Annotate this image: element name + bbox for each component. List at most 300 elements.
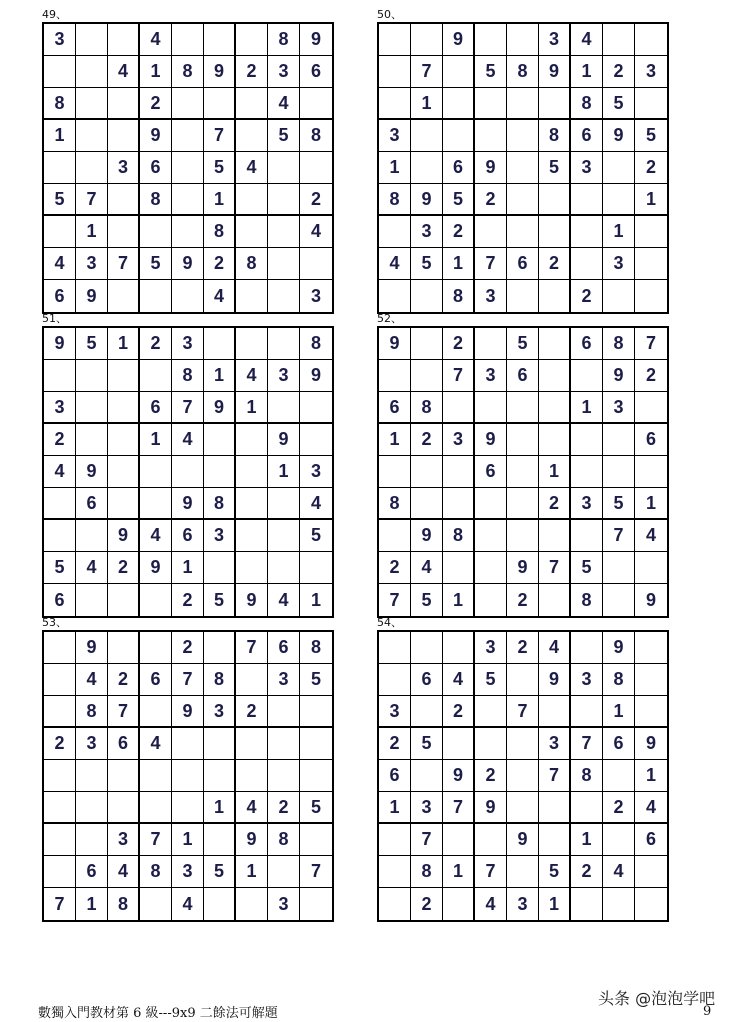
sudoku-cell (475, 24, 507, 56)
sudoku-grid (42, 22, 334, 314)
sudoku-cell: 9 (475, 152, 507, 184)
sudoku-cell (603, 760, 635, 792)
sudoku-cell: 3 (475, 632, 507, 664)
sudoku-cell (603, 280, 635, 312)
sudoku-cell: 5 (411, 584, 443, 616)
sudoku-cell (108, 456, 140, 488)
sudoku-cell: 3 (603, 392, 635, 424)
sudoku-cell (475, 392, 507, 424)
sudoku-cell (475, 728, 507, 760)
sudoku-cell: 2 (411, 424, 443, 456)
sudoku-cell: 3 (108, 152, 140, 184)
sudoku-cell (300, 888, 332, 920)
sudoku-cell (379, 520, 411, 552)
sudoku-cell: 1 (76, 216, 108, 248)
sudoku-cell: 6 (507, 248, 539, 280)
sudoku-cell (571, 184, 603, 216)
sudoku-cell: 2 (411, 888, 443, 920)
sudoku-cell (507, 488, 539, 520)
sudoku-cell: 5 (475, 664, 507, 696)
sudoku-cell (268, 280, 300, 312)
sudoku-grid (377, 326, 669, 618)
sudoku-cell (236, 488, 268, 520)
sudoku-cell (108, 184, 140, 216)
sudoku-cell: 9 (603, 120, 635, 152)
sudoku-cell: 9 (76, 632, 108, 664)
sudoku-cell: 3 (411, 792, 443, 824)
sudoku-cell (507, 728, 539, 760)
sudoku-cell: 2 (443, 696, 475, 728)
sudoku-cell: 6 (443, 152, 475, 184)
sudoku-cell: 5 (44, 552, 76, 584)
puzzle-50 (377, 8, 669, 314)
sudoku-cell: 9 (539, 664, 571, 696)
sudoku-cell (268, 696, 300, 728)
sudoku-cell: 3 (204, 696, 236, 728)
sudoku-cell (475, 520, 507, 552)
sudoku-cell: 1 (268, 456, 300, 488)
sudoku-cell (108, 392, 140, 424)
sudoku-cell (379, 216, 411, 248)
sudoku-cell: 9 (443, 24, 475, 56)
sudoku-cell (539, 216, 571, 248)
sudoku-cell (108, 792, 140, 824)
sudoku-cell: 1 (411, 88, 443, 120)
sudoku-cell (172, 728, 204, 760)
sudoku-cell (475, 88, 507, 120)
sudoku-cell (140, 888, 172, 920)
sudoku-cell: 4 (236, 152, 268, 184)
sudoku-cell (571, 456, 603, 488)
sudoku-cell (603, 584, 635, 616)
sudoku-cell: 4 (140, 520, 172, 552)
sudoku-cell: 6 (635, 824, 667, 856)
sudoku-cell (539, 696, 571, 728)
sudoku-cell (603, 184, 635, 216)
sudoku-cell (204, 456, 236, 488)
sudoku-cell (443, 56, 475, 88)
sudoku-cell: 7 (539, 760, 571, 792)
sudoku-cell (475, 216, 507, 248)
sudoku-cell (204, 728, 236, 760)
sudoku-cell: 8 (140, 856, 172, 888)
sudoku-cell: 1 (310, 589, 321, 610)
sudoku-cell: 8 (443, 280, 475, 312)
sudoku-cell: 2 (507, 632, 539, 664)
sudoku-cell: 4 (635, 792, 667, 824)
sudoku-cell: 5 (268, 120, 300, 152)
sudoku-cell: 5 (76, 328, 108, 360)
sudoku-cell: 1 (571, 56, 603, 88)
sudoku-cell: 7 (443, 792, 475, 824)
sudoku-cell: 2 (603, 56, 635, 88)
sudoku-cell (379, 56, 411, 88)
sudoku-cell: 1 (236, 392, 268, 424)
sudoku-grid (377, 630, 669, 922)
sudoku-cell: 2 (108, 552, 140, 584)
sudoku-cell (44, 792, 76, 824)
puzzle-label: 49、 (42, 8, 67, 21)
sudoku-cell: 9 (507, 824, 539, 856)
sudoku-cell: 8 (507, 56, 539, 88)
sudoku-cell (108, 760, 140, 792)
sudoku-cell: 1 (635, 760, 667, 792)
sudoku-cell: 7 (507, 696, 539, 728)
puzzle-label: 52、 (377, 312, 402, 325)
sudoku-cell (443, 88, 475, 120)
sudoku-cell (539, 184, 571, 216)
sudoku-cell (204, 24, 236, 56)
sudoku-cell: 3 (268, 888, 300, 920)
sudoku-cell: 6 (635, 424, 667, 456)
sudoku-cell: 2 (108, 664, 140, 696)
sudoku-cell: 9 (140, 120, 172, 152)
sudoku-cell: 1 (603, 696, 635, 728)
sudoku-cell (140, 792, 172, 824)
sudoku-cell: 8 (300, 328, 332, 360)
sudoku-cell: 9 (236, 584, 268, 616)
sudoku-cell (236, 88, 268, 120)
sudoku-cell (172, 120, 204, 152)
sudoku-cell (76, 24, 108, 56)
puzzle-label: 53、 (42, 616, 67, 629)
sudoku-cell: 3 (310, 285, 321, 306)
sudoku-cell: 5 (204, 856, 236, 888)
puzzle-label: 54、 (377, 616, 402, 629)
sudoku-cell: 8 (571, 760, 603, 792)
sudoku-cell (140, 696, 172, 728)
sudoku-cell: 4 (443, 664, 475, 696)
sudoku-cell: 1 (443, 248, 475, 280)
sudoku-cell: 4 (140, 24, 172, 56)
sudoku-cell: 6 (76, 856, 108, 888)
sudoku-cell (300, 824, 332, 856)
sudoku-cell (140, 632, 172, 664)
sudoku-cell (443, 456, 475, 488)
sudoku-cell: 5 (635, 120, 667, 152)
sudoku-cell (268, 392, 300, 424)
sudoku-cell (76, 56, 108, 88)
sudoku-cell: 3 (268, 360, 300, 392)
sudoku-cell: 6 (571, 120, 603, 152)
sudoku-cell (635, 632, 667, 664)
sudoku-cell: 7 (172, 392, 204, 424)
sudoku-cell: 3 (379, 696, 411, 728)
sudoku-cell (44, 152, 76, 184)
sudoku-cell: 2 (44, 728, 76, 760)
sudoku-cell: 8 (379, 488, 411, 520)
sudoku-cell (571, 632, 603, 664)
sudoku-cell (603, 824, 635, 856)
sudoku-cell: 9 (635, 728, 667, 760)
sudoku-cell: 1 (443, 856, 475, 888)
sudoku-cell (268, 184, 300, 216)
sudoku-cell: 4 (108, 56, 140, 88)
sudoku-cell: 9 (172, 248, 204, 280)
sudoku-cell (507, 280, 539, 312)
sudoku-cell (571, 888, 603, 920)
sudoku-cell: 6 (411, 664, 443, 696)
sudoku-cell (507, 184, 539, 216)
sudoku-cell: 4 (108, 856, 140, 888)
sudoku-cell (44, 696, 76, 728)
sudoku-cell (571, 424, 603, 456)
sudoku-cell (379, 856, 411, 888)
sudoku-cell: 9 (411, 520, 443, 552)
sudoku-cell (172, 456, 204, 488)
sudoku-cell: 6 (475, 456, 507, 488)
sudoku-cell: 7 (411, 56, 443, 88)
sudoku-cell (507, 760, 539, 792)
sudoku-cell (108, 584, 140, 616)
sudoku-cell: 4 (236, 360, 268, 392)
sudoku-cell (140, 280, 172, 312)
sudoku-cell: 4 (539, 632, 571, 664)
sudoku-cell: 4 (204, 280, 236, 312)
sudoku-cell: 3 (379, 120, 411, 152)
sudoku-cell (236, 456, 268, 488)
sudoku-cell (204, 424, 236, 456)
sudoku-cell: 3 (300, 456, 332, 488)
sudoku-cell: 1 (443, 584, 475, 616)
sudoku-cell (539, 520, 571, 552)
sudoku-cell (44, 856, 76, 888)
sudoku-cell: 9 (140, 552, 172, 584)
sudoku-cell (44, 216, 76, 248)
sudoku-cell: 8 (603, 664, 635, 696)
sudoku-cell (571, 792, 603, 824)
sudoku-cell (635, 888, 667, 920)
sudoku-cell: 1 (140, 424, 172, 456)
sudoku-cell (76, 152, 108, 184)
sudoku-cell (172, 216, 204, 248)
sudoku-cell: 7 (108, 248, 140, 280)
sudoku-cell (411, 696, 443, 728)
sudoku-cell (507, 664, 539, 696)
sudoku-cell (379, 824, 411, 856)
sudoku-grid (42, 630, 334, 922)
sudoku-cell: 9 (443, 760, 475, 792)
sudoku-cell: 3 (635, 56, 667, 88)
sudoku-cell: 2 (236, 56, 268, 88)
sudoku-cell (204, 552, 236, 584)
sudoku-cell (507, 88, 539, 120)
sudoku-cell (172, 184, 204, 216)
sudoku-cell: 4 (268, 584, 300, 616)
sudoku-cell: 4 (140, 728, 172, 760)
sudoku-cell (268, 216, 300, 248)
sudoku-cell: 5 (603, 88, 635, 120)
sudoku-cell: 5 (300, 520, 332, 552)
sudoku-cell (603, 152, 635, 184)
sudoku-cell: 5 (300, 792, 332, 824)
sudoku-cell (379, 632, 411, 664)
sudoku-cell: 6 (603, 728, 635, 760)
sudoku-cell: 8 (204, 488, 236, 520)
puzzle-52 (377, 312, 669, 618)
sudoku-cell (539, 584, 571, 616)
sudoku-cell (475, 488, 507, 520)
sudoku-cell (571, 248, 603, 280)
sudoku-cell (140, 488, 172, 520)
sudoku-cell (268, 248, 300, 280)
sudoku-cell: 7 (603, 520, 635, 552)
sudoku-cell (603, 552, 635, 584)
sudoku-grid (377, 22, 669, 314)
sudoku-cell: 8 (204, 216, 236, 248)
sudoku-cell (443, 552, 475, 584)
sudoku-cell: 1 (108, 328, 140, 360)
sudoku-cell: 1 (539, 888, 571, 920)
sudoku-cell (443, 392, 475, 424)
sudoku-cell (411, 328, 443, 360)
sudoku-cell: 9 (44, 328, 76, 360)
sudoku-cell: 1 (539, 456, 571, 488)
sudoku-cell (507, 392, 539, 424)
sudoku-cell: 9 (76, 280, 108, 312)
sudoku-cell (172, 280, 204, 312)
sudoku-cell: 7 (172, 664, 204, 696)
sudoku-cell: 9 (172, 488, 204, 520)
sudoku-cell: 5 (140, 248, 172, 280)
sudoku-cell: 1 (236, 856, 268, 888)
sudoku-cell (236, 552, 268, 584)
sudoku-cell: 9 (475, 424, 507, 456)
sudoku-cell: 9 (204, 56, 236, 88)
sudoku-cell (236, 328, 268, 360)
sudoku-cell: 8 (172, 360, 204, 392)
sudoku-cell (204, 328, 236, 360)
sudoku-cell: 8 (411, 856, 443, 888)
sudoku-cell (236, 664, 268, 696)
puzzle-54 (377, 616, 669, 922)
sudoku-cell (76, 120, 108, 152)
sudoku-cell (44, 760, 76, 792)
sudoku-cell: 8 (571, 88, 603, 120)
sudoku-cell (236, 888, 268, 920)
sudoku-cell: 7 (635, 328, 667, 360)
sudoku-cell (507, 424, 539, 456)
sudoku-cell: 3 (44, 24, 76, 56)
sudoku-cell (411, 120, 443, 152)
sudoku-cell (571, 360, 603, 392)
sudoku-cell (635, 24, 667, 56)
page-number: 9 (703, 1004, 712, 1019)
sudoku-cell (140, 584, 172, 616)
sudoku-cell: 7 (475, 248, 507, 280)
sudoku-cell: 9 (268, 424, 300, 456)
sudoku-cell (411, 152, 443, 184)
sudoku-cell: 1 (172, 824, 204, 856)
sudoku-cell (172, 152, 204, 184)
sudoku-cell: 7 (76, 184, 108, 216)
sudoku-cell (603, 424, 635, 456)
sudoku-cell (539, 424, 571, 456)
watermark: 头条 @泡泡学吧 (598, 989, 716, 1008)
sudoku-cell: 7 (379, 584, 411, 616)
sudoku-cell: 2 (507, 584, 539, 616)
sudoku-cell: 3 (172, 856, 204, 888)
sudoku-cell: 6 (108, 728, 140, 760)
sudoku-cell (236, 24, 268, 56)
sudoku-cell (539, 88, 571, 120)
sudoku-cell (76, 584, 108, 616)
sudoku-cell: 8 (539, 120, 571, 152)
sudoku-cell (507, 152, 539, 184)
sudoku-cell: 6 (140, 392, 172, 424)
sudoku-cell (379, 888, 411, 920)
sudoku-cell: 4 (300, 216, 332, 248)
sudoku-cell: 4 (603, 856, 635, 888)
sudoku-cell: 3 (475, 280, 507, 312)
sudoku-cell: 2 (379, 728, 411, 760)
sudoku-cell (76, 792, 108, 824)
sudoku-cell (475, 584, 507, 616)
sudoku-cell (172, 88, 204, 120)
sudoku-cell (236, 424, 268, 456)
sudoku-cell: 1 (571, 392, 603, 424)
sudoku-cell: 1 (379, 424, 411, 456)
sudoku-cell: 6 (300, 56, 332, 88)
sudoku-cell (539, 280, 571, 312)
sudoku-cell (236, 184, 268, 216)
sudoku-cell: 6 (507, 360, 539, 392)
sudoku-cell (300, 88, 332, 120)
sudoku-cell (204, 888, 236, 920)
sudoku-cell (108, 120, 140, 152)
sudoku-cell (236, 280, 268, 312)
sudoku-cell (411, 280, 443, 312)
sudoku-cell (411, 760, 443, 792)
sudoku-cell (411, 360, 443, 392)
sudoku-cell (539, 824, 571, 856)
sudoku-cell: 9 (172, 696, 204, 728)
sudoku-cell: 5 (603, 488, 635, 520)
sudoku-cell: 4 (44, 456, 76, 488)
sudoku-cell: 3 (268, 56, 300, 88)
sudoku-cell: 6 (571, 328, 603, 360)
sudoku-cell (108, 424, 140, 456)
sudoku-cell: 9 (76, 456, 108, 488)
sudoku-cell (507, 520, 539, 552)
sudoku-cell: 8 (108, 888, 140, 920)
sudoku-cell: 7 (108, 696, 140, 728)
sudoku-cell (635, 280, 667, 312)
sudoku-cell (300, 760, 332, 792)
sudoku-cell (300, 392, 332, 424)
sudoku-cell: 9 (300, 24, 332, 56)
sudoku-cell: 9 (475, 792, 507, 824)
sudoku-cell (108, 360, 140, 392)
sudoku-cell (635, 664, 667, 696)
sudoku-cell: 2 (603, 792, 635, 824)
sudoku-cell (44, 56, 76, 88)
sudoku-cell: 7 (44, 888, 76, 920)
sudoku-cell: 5 (411, 248, 443, 280)
sudoku-cell (507, 792, 539, 824)
sudoku-cell: 2 (379, 552, 411, 584)
sudoku-cell: 4 (268, 88, 300, 120)
sudoku-cell: 8 (236, 248, 268, 280)
sudoku-cell: 2 (140, 88, 172, 120)
sudoku-cell: 9 (204, 392, 236, 424)
sudoku-cell: 6 (379, 392, 411, 424)
sudoku-cell (268, 760, 300, 792)
sudoku-cell: 9 (645, 589, 656, 610)
sudoku-cell: 2 (571, 280, 603, 312)
sudoku-cell: 2 (635, 152, 667, 184)
sudoku-cell (236, 520, 268, 552)
